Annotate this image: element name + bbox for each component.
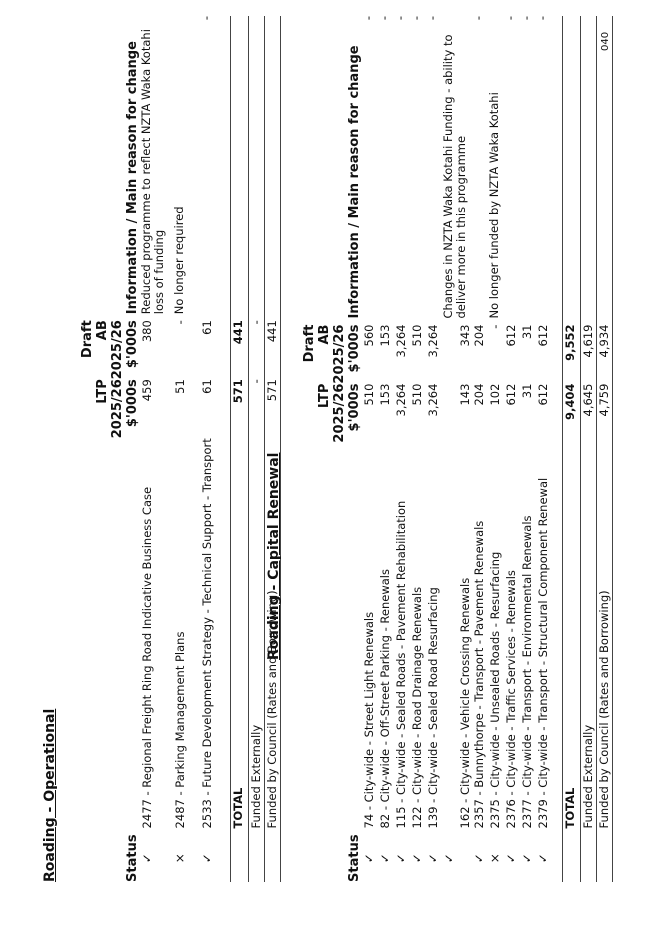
ltp-value: 61 [200, 379, 214, 394]
page-number: 040 [600, 31, 611, 51]
table-row [536, 16, 552, 882]
status-mark: ✓ [410, 853, 424, 864]
table-row [378, 16, 394, 882]
draft-value: 612 [536, 324, 550, 347]
draft-value: - [488, 324, 502, 329]
info-text: Reduced programme to reflect NZTA Waka Kotahi loss of funding [139, 29, 166, 315]
info-text: No longer required [172, 206, 186, 315]
draft-value: 61 [200, 320, 214, 335]
table-row [520, 16, 536, 882]
total-label: TOTAL [230, 438, 248, 834]
funded-externally-label: Funded Externally [580, 443, 596, 835]
info-text: - [377, 16, 391, 21]
status-header: Status [125, 834, 140, 882]
ltp-value: 102 [488, 383, 502, 406]
ltp-funded-externally: 4,645 [580, 384, 596, 443]
draft-value: 3,264 [426, 324, 440, 358]
ltp-total: 9,404 [562, 384, 580, 443]
status-mark: ✓ [140, 853, 154, 864]
ltp-value: 510 [362, 383, 376, 406]
row-description: 2375 - City-wide - Unsealed Roads - Resurfacing [488, 551, 502, 829]
ltp-header: LTP 2025/26 $'000s [317, 383, 362, 443]
total-row [230, 16, 248, 882]
ltp-value: 204 [472, 383, 486, 406]
renewal-section-title: Roading - Capital Renewal [266, 452, 282, 660]
draft-funded-council: 441 [264, 320, 280, 379]
draft-total: 441 [230, 320, 248, 379]
info-text: Changes in NZTA Waka Kotahi Funding - ability to deliver more in this programme [441, 34, 468, 319]
status-mark: ✓ [520, 853, 534, 864]
table-row [426, 16, 442, 882]
ltp-total: 571 [230, 379, 248, 438]
funded-externally-row [248, 16, 264, 882]
draft-value: 3,264 [394, 324, 408, 358]
status-mark: ✓ [394, 853, 408, 864]
row-description: 2477 - Regional Freight Ring Road Indicative Business Case [140, 486, 154, 829]
table-row [200, 16, 230, 882]
ltp-value: 612 [504, 383, 518, 406]
row-description: 2377 - City-wide - Transport - Environmental Renewals [520, 515, 534, 829]
status-mark: × [488, 853, 502, 864]
status-mark: ✓ [472, 853, 486, 864]
info-text: - [425, 16, 439, 21]
table-row [472, 16, 488, 882]
draft-value: - [173, 320, 187, 325]
row-description: 2533 - Future Development Strategy - Technical Support - Transport [200, 438, 214, 829]
status-mark: × [173, 853, 187, 864]
row-description: 139 - City-wide - Sealed Road Resurfacing [426, 587, 440, 829]
row-description: 2379 - City-wide - Transport - Structural Component Renewal [536, 477, 550, 829]
operational-section-title: Roading - Operational [42, 708, 58, 882]
ltp-value: 459 [140, 379, 154, 402]
ltp-value: 510 [410, 383, 424, 406]
funded-council-row [596, 16, 612, 882]
info-text: - [519, 16, 533, 21]
renewal-table [302, 16, 613, 882]
table-row [173, 16, 200, 882]
funded-externally-label: Funded Externally [248, 438, 264, 834]
draft-header: Draft AB 2025/26 $'000s [80, 320, 140, 380]
funded-council-label: Funded by Council (Rates and Borrowing) [264, 438, 280, 834]
total-label: TOTAL [562, 443, 580, 835]
info-text: - [503, 16, 517, 21]
status-mark: ✓ [362, 853, 376, 864]
funded-council-row [264, 16, 280, 882]
draft-value: 560 [362, 324, 376, 347]
status-mark: ✓ [442, 853, 456, 864]
draft-value: 153 [378, 324, 392, 347]
ltp-header: LTP 2025/26 $'000s [95, 379, 140, 439]
row-description: 2357 - Bunnythorpe - Transport - Pavement Renewals [472, 520, 486, 829]
status-mark: ✓ [504, 853, 518, 864]
status-header: Status [347, 834, 362, 882]
ltp-value: 31 [520, 383, 534, 399]
draft-funded-council: 4,934 [596, 325, 612, 384]
ltp-value: 612 [536, 383, 550, 406]
row-description: 74 - City-wide - Street Light Renewals [362, 611, 376, 829]
info-text: - [361, 16, 375, 21]
table-row [394, 16, 410, 882]
row-description: 82 - City-wide - Off-Street Parking - Renewals [378, 569, 392, 829]
draft-value: 343 [458, 324, 472, 347]
info-text: - [471, 16, 485, 21]
draft-funded-externally: 4,619 [580, 325, 596, 384]
table-row [362, 16, 378, 882]
draft-value: 510 [410, 324, 424, 347]
table-row [488, 16, 504, 882]
draft-value: 31 [520, 324, 534, 340]
funded-externally-row [580, 16, 596, 882]
operational-table [80, 16, 281, 882]
table-row [504, 16, 520, 882]
info-header: Information / Main reason for change [125, 41, 140, 315]
ltp-value: 143 [458, 383, 472, 406]
draft-value: 204 [472, 324, 486, 347]
row-description: 162 - City-wide - Vehicle Crossing Renewals [458, 577, 472, 829]
draft-funded-externally: - [248, 320, 264, 379]
info-text: - [409, 16, 423, 21]
table-row [140, 16, 173, 882]
info-text: - [393, 16, 407, 21]
status-mark: ✓ [378, 853, 392, 864]
status-mark: ✓ [200, 853, 214, 864]
row-description: 115 - City-wide - Sealed Roads - Pavement Rehabilitation [394, 500, 408, 829]
total-row [562, 16, 580, 882]
info-text: - [199, 16, 213, 21]
row-description: 2487 - Parking Management Plans [173, 631, 187, 829]
ltp-funded-council: 4,759 [596, 384, 612, 443]
info-text: - [535, 16, 549, 21]
info-header: Information / Main reason for change [347, 45, 362, 319]
ltp-funded-council: 571 [264, 379, 280, 438]
draft-header: Draft AB 2025/26 $'000s [302, 324, 362, 384]
ltp-funded-externally: - [248, 379, 264, 438]
ltp-value: 3,264 [394, 383, 408, 417]
ltp-value: 3,264 [426, 383, 440, 417]
draft-value: 380 [140, 320, 154, 343]
row-description: 2376 - City-wide - Traffic Services - Renewals [504, 570, 518, 829]
funded-council-label: Funded by Council (Rates and Borrowing) [596, 443, 612, 835]
draft-total: 9,552 [562, 325, 580, 384]
status-mark: ✓ [426, 853, 440, 864]
ltp-value: 153 [378, 383, 392, 406]
status-mark: ✓ [536, 853, 550, 864]
ltp-value: 51 [173, 379, 187, 394]
row-description: 122 - City-wide - Road Drainage Renewals [410, 586, 424, 829]
table-row [410, 16, 426, 882]
draft-value: 612 [504, 324, 518, 347]
info-text: No longer funded by NZTA Waka Kotahi [487, 92, 501, 319]
table-row [442, 16, 472, 882]
